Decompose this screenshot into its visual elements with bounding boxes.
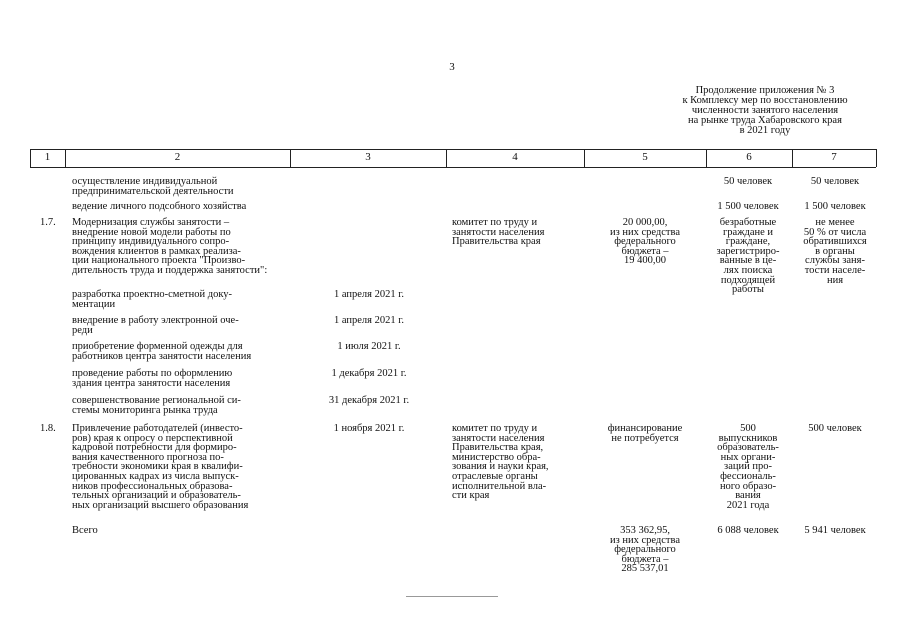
table-cell-deadline: 31 декабря 2021 г. xyxy=(328,395,410,406)
table-cell-executor: комитет по труду и занятости населения Правительства края xyxy=(452,217,545,248)
page-number: 3 xyxy=(449,61,455,73)
table-cell-activity: разработка проектно-сметной доку- ментации xyxy=(72,289,233,310)
table-cell-activity: Модернизация службы занятости – внедрение новой модели работы по принципу индивидуального сопро- вождения клиентов в рамках реализа- ции национального проекта "Произво- дительность труда и поддержка занятости": xyxy=(72,217,268,276)
table-cell-deadline: 1 декабря 2021 г. xyxy=(331,368,407,379)
table-cell-target: 500 выпускников образователь- ных органи- заций про- фессиональ- ного образо- вания 2021 года xyxy=(717,423,779,511)
table-cell-deadline: 1 июля 2021 г. xyxy=(337,341,401,352)
column-header-7: 7 xyxy=(831,151,837,163)
table-cell-number: 1.7. xyxy=(40,217,56,228)
column-header-2: 2 xyxy=(174,151,181,163)
table-cell-deadline: 1 апреля 2021 г. xyxy=(334,289,404,300)
table-cell-target: 1 500 человек xyxy=(717,201,779,212)
table-cell-activity: приобретение форменной одежды для работников центра занятости населения xyxy=(72,341,252,362)
table-cell-result: 50 человек xyxy=(810,176,860,187)
column-header-1: 1 xyxy=(44,151,51,163)
table-cell-funding: 20 000,00, из них средства федерального бюджета – 19 400,00 xyxy=(609,217,680,267)
table-cell-target: 50 человек xyxy=(723,176,773,187)
table-cell-result: 500 человек xyxy=(808,423,862,434)
table-header-bottom-border xyxy=(30,167,876,168)
table-cell-activity: совершенствование региональной си- стемы мониторинга рынка труда xyxy=(72,395,241,416)
table-cell-deadline: 1 апреля 2021 г. xyxy=(334,315,404,326)
table-cell-result: не менее 50 % от числа обратившихся в органы службы заня- тости населе- ния xyxy=(803,217,867,286)
table-cell-total-result: 5 941 человек xyxy=(804,525,866,536)
table-cell-total-funding: 353 362,95, из них средства федерального бюджета – 285 537,01 xyxy=(609,525,680,575)
column-header-4: 4 xyxy=(512,151,518,163)
table-col-divider xyxy=(876,149,877,167)
appendix-line: Продолжение приложения № 3 xyxy=(695,85,835,96)
table-cell-activity: Привлечение работодателей (инвесто- ров) края к опросу о перспективной кадровой потребности для формиро- вания качественного прогноза по- требности экономики края в квалифи- цированных кадрах из числа выпуск- ников профессиональных образова- тельных организаций и образователь- ных организаций высшего образования xyxy=(72,423,249,511)
table-cell-activity: проведение работы по оформлению здания центра занятости населения xyxy=(72,368,233,389)
table-cell-activity: внедрение в работу электронной оче- реди xyxy=(72,315,239,336)
table-cell-funding: финансирование не потребуется xyxy=(607,423,683,444)
column-header-5: 5 xyxy=(642,151,648,163)
table-cell-number: 1.8. xyxy=(40,423,56,434)
appendix-line: к Комплексу мер по восстановлению xyxy=(682,95,848,106)
table-cell-executor: комитет по труду и занятости населения Правительства края, министерство обра- зования и науки края, отраслевые органы исполнительной вла- сти края xyxy=(452,423,549,502)
page-end-rule xyxy=(406,596,498,597)
table-header-top-border xyxy=(30,149,876,150)
appendix-line: в 2021 году xyxy=(739,125,791,136)
table-cell-activity: ведение личного подсобного хозяйства xyxy=(72,201,247,212)
column-header-6: 6 xyxy=(746,151,752,163)
appendix-line: на рынке труда Хабаровского края xyxy=(688,115,842,126)
column-header-3: 3 xyxy=(365,151,371,163)
table-cell-result: 1 500 человек xyxy=(804,201,866,212)
appendix-heading xyxy=(640,86,890,136)
table-cell-target: безработные граждане и граждане, зарегистриро- ванные в це- лях поиска подходящей работы xyxy=(716,217,780,296)
table-cell-total-label: Всего xyxy=(72,525,98,536)
appendix-line: численности занятого населения xyxy=(691,105,839,116)
table-cell-activity: осуществление индивидуальной предпринимательской деятельности xyxy=(72,176,234,197)
table-cell-deadline: 1 ноября 2021 г. xyxy=(333,423,405,434)
table-cell-total-target: 6 088 человек xyxy=(717,525,779,536)
